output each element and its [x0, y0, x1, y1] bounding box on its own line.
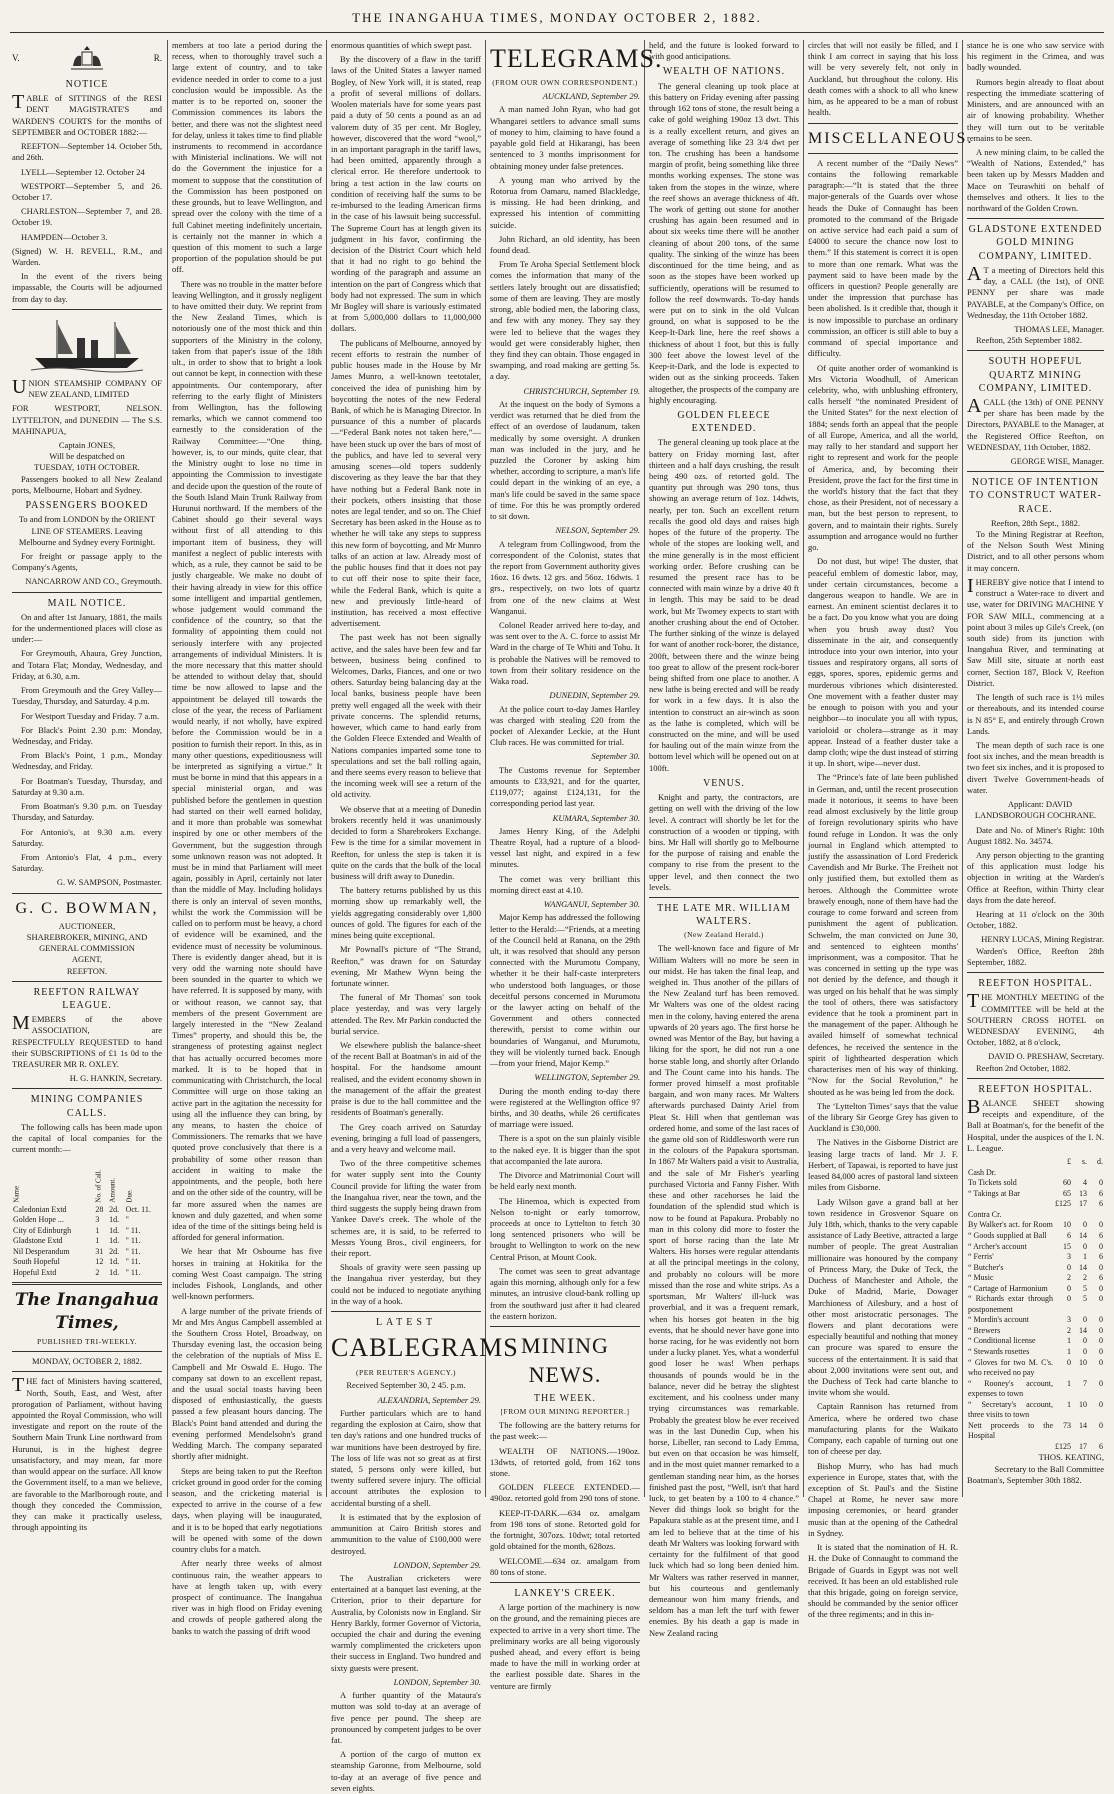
dateline: LONDON, September 29. — [393, 1559, 481, 1570]
column-2 — [172, 40, 322, 1636]
railway-league-signature: H. G. HANKIN, Secretary. — [69, 1073, 162, 1084]
article-paragraph: A new mining claim, to be called the “Wealth of Nations, Extended,” has been taken up by Messrs Madden and Mace on Teurawhiti on behalf of themselves and others. It lies to the northward of the Golden Crown. — [967, 146, 1104, 214]
dateline: AUCKLAND, September 29. — [542, 91, 640, 102]
mining-calls-table — [12, 1159, 162, 1279]
lankeys-creek-heading: LANKEY'S CREEK. — [514, 1587, 616, 1599]
telegrams-heading: TELEGRAMS. — [490, 44, 663, 73]
mining-news-heading: MINING NEWS. — [521, 1332, 609, 1387]
divider — [649, 897, 799, 898]
dateline: NELSON, September 29. — [555, 525, 640, 536]
sittings-list — [12, 141, 162, 243]
divider — [12, 309, 162, 310]
balance-sheet-title: Secretary to the Ball Committee — [994, 1463, 1104, 1474]
cable-item: A further quantity of the Mataura's mutton was sold to-day at an average of five pence per pound. The sheep are pronounced by competent judges to be over fat. — [331, 1690, 481, 1746]
usc-captain: Captain JONES, — [58, 440, 116, 450]
editorial-text: THE fact of Ministers having scattered, North, South, East, and West, after prorogation of Parliament, without having appointed the Royal Commission, who will investigate and report on the route of the Southern Main Trunk Line northward from Hurunui, is in the highest degree unsatisfactory, and may mean, far more than would appear on the surface. All know the Government itself, to a man we believe, are favorable to the Marlborough route, and though they conceded the Commission, they can make it practically useless, through appointing its — [12, 1374, 162, 1533]
venus-heading: VENUS. — [703, 777, 745, 789]
cablegrams-received: Received September 30, 2 45. p.m. — [346, 1380, 466, 1391]
telegram-item: The comet was very brilliant this morning direct east at 4.10. — [490, 873, 640, 895]
column-rule — [962, 40, 963, 1497]
telegram-item: At the inquest on the body of Symons a verdict was returned that he died from the effect of an overdose of laudanum, taken medically by some oversight. A drunken man was included in the jury, and he puzzled the Coroner by asking him whether, according to scripture, a man's life could depart in the winking of an eye, a man's life could be saved in the same space of time. For this he was promptly ordered to sit down. — [490, 398, 640, 522]
steamship-icon — [27, 314, 147, 374]
telegram-item: The Hinemoa, which is expected from Nelson to-night or early tomorrow, proceeds at once to Lyttelton to fetch 30 long sentenced prisoners who will be brought to Wellington to work on the new Central Prison, at Mount Cook. — [490, 1195, 640, 1262]
bowman-line: REEFTON. — [66, 965, 108, 976]
divider — [808, 153, 958, 154]
mail-line: From Boatman's 9.30 p.m. on Tuesday Thursday, and Saturday. — [12, 801, 162, 823]
mail-line: On and after 1st January, 1881, the mails for the undermentioned places will close as under:— — [12, 611, 162, 645]
column-5 — [649, 40, 800, 1638]
divider — [808, 123, 958, 124]
table-header: Due. — [124, 1189, 133, 1203]
article-paragraph: Rumors begin already to float about respecting the immediate scattering of Ministers, and are announced with an air of knowing probability. Whether they will turn out to be veritable remains to be seen. — [967, 76, 1104, 143]
mail-line: From Antonio's Flat, 4 p.m., every Saturday. — [12, 851, 162, 874]
south-hopeful-signature: GEORGE WISE, Manager. — [1010, 456, 1104, 467]
article-paragraph: A recent number of the “Daily News” contains the following remarkable paragraph:—“It is stated that the three major-generals of the Guards over whose heads the Duke of Connaught has been promoted to the command of the Brigade on active service had each paid a sum of £4000 to secure the chance now lost to them.” If this statement is correct it is open to more than one remark. What was the payment said to have been made by the officers in question? People generally are under the impression that purchase has been abolished. Is it credible that, though it is now impossible to purchase an ordinary commission, an officer is still able to buy a command of special importance and difficulty. — [808, 157, 958, 359]
paper-subtitle: PUBLISHED TRI-WEEKLY. — [37, 1337, 137, 1347]
masthead: THE INANGAHUA TIMES, MONDAY OCTOBER 2, 1882. — [352, 10, 762, 25]
water-race-text: IHEREBY give notice that I intend to construct a Water-race to divert and use, water for DRIVING MACHINE Y FOR SAW MILL, commencing at a point about 3 miles up Gile's Creek, (on south side) from its junction with Inangahua River, and terminating at Saw Mill site, situate at north east corner, Section 187, Block V, Reefton District. — [967, 574, 1104, 688]
table-row: Golden Hope ... 3 1d. " — [13, 1215, 129, 1225]
railway-league-body: MEMBERS of the above ASSOCIATION, are RESPECTFULLY REQUESTED to hand their SUBSCRIPTIONS of £1 1s 0d to the TREASURER MR R. OXLEY. — [12, 1012, 162, 1070]
mining-calls-intro: The following calls has been made upon the capital of local companies for the current month:— — [12, 1121, 162, 1155]
walters-heading: THE LATE MR. WILLIAM WALTERS. — [657, 903, 791, 928]
divider — [967, 471, 1104, 472]
table-row: City of Edinburgh 1 1d. " 11. — [13, 1225, 141, 1235]
table-row: Cash Dr. — [968, 1167, 996, 1177]
telegram-item: Major Kemp has addressed the following letter to the Herald:—“Friends, at a meeting of the Council held at Ranana, on the 29th ult, it was resolved that should any person connected with the Murumotu Company, whether it be their half-caste interpreters who understood both languages, or those deceitful persons concerned in Murumotu or the lawyer acting on behalf of the Government and others connected therewith, persist to come within our boundaries of Wanganui, and Murumotu, they will be violently turned back. Enough—from your friend, Major Kemp.” — [490, 912, 640, 1069]
mail-line: For Boatman's Tuesday, Thursday, and Saturday at 9.30 a.m. — [12, 775, 162, 797]
article-paragraph: The Grey coach arrived on Saturday evening, bringing a full load of passengers, and a very heavy and welcome mail. — [331, 1121, 481, 1154]
table-row: “ Brewers 2 14 0 — [968, 1325, 1103, 1335]
wealth-of-nations-heading: WEALTH OF NATIONS. — [662, 66, 786, 78]
venus-text: Knight and party, the contractors, are getting on well with the driving of the low level. A contract will shortly be let for the construction of a wooden or tipping, with bins. Mr Hall will shortly go to Melbourne for the purpose of raising and enable the company to rise from the present to the upper level, and then connect the two levels. — [649, 792, 799, 892]
usc-title: UNION STEAMSHIP COMPANY OF NEW ZEALAND, LIMITED — [12, 375, 162, 400]
article-paragraph: We hear that Mr Osbourne has five horses in training at Hokitika for the coming West Coast campaign. The string includes Fishook, Longlands, and other well-known performers. — [172, 1246, 322, 1302]
column-4 — [490, 40, 663, 1691]
usc-passengers: Passengers booked to all New Zealand ports, Melbourne, Hobart and Sydney. — [12, 473, 162, 495]
dateline: DUNEDIN, September 29. — [549, 690, 640, 701]
notice-body: TABLE of SITTINGS of the RESI DENT MAGISTRATE'S and WARDEN'S COURTS for the months of SEPTEMBER and OCTOBER 1882:— — [12, 91, 162, 137]
divider — [12, 893, 162, 894]
south-hopeful-text: ACALL (the 13th) of ONE PENNY per share has been made by the Directors, PAYABLE to the Manager, at the Registered Office Reefton, on WEDNESDAY, 11th October, 1882. — [967, 394, 1104, 452]
table-row: Gladstone Extd 1 1d. " 11. — [13, 1236, 141, 1246]
column-rule — [644, 40, 645, 1497]
cablegrams-latest: LATEST — [375, 1317, 437, 1329]
mining-news-subtitle: [FROM OUR MINING REPORTER.] — [500, 1407, 630, 1417]
article-paragraph: held, and the future is looked forward to with good anticipations. — [649, 40, 799, 62]
sitting-item: LYELL—September 12. October 24 — [21, 166, 145, 177]
table-row: Contra Cr. — [968, 1209, 1002, 1219]
table-row: “ Takings at Bar 65 13 6 — [968, 1188, 1103, 1198]
passengers-booked-body: To and from LONDON by the ORIENT LINE OF STEAMERS. Leaving Melbourne and Sydney every Fortnight. — [18, 514, 156, 547]
lankeys-creek-text: A large portion of the machinery is now on the ground, and the remaining pieces are expected to arrive in a very short time. The preliminary works are all being vigorously pushed ahead, and every effort is being made to have the mill in working order at the earliest possible date. Shares in the venture are firmly — [490, 1602, 640, 1691]
article-paragraph: Lady Wilson gave a grand ball at her town residence in Grosvenor Square on July 18th, which, thanks to the very capable assistance of Lady Beetive, attracted a large number of people. The great Australian millionaire was honoured by the company of Princess Mary, the Duke of Teck, the Duchess of Manchester and Athole, the Duke of Madrid, Marie, Dowager Marchioness of Ailesbury, and a host of other most aristocratic personages. The flowers and plant decorations were especially beautiful and nothing that money can procure was spared to ensure the success of the entertainment. It is said that about 2,000 invitations were sent out, and the Duchess of Teck had carte blanche to invite whom she would. — [808, 1196, 958, 1398]
paper-nameplate: The Inangahua Times, — [14, 1290, 160, 1333]
dateline: LONDON, September 30. — [393, 1676, 481, 1687]
usc-date: TUESDAY, 10TH OCTOBER. — [34, 462, 140, 473]
balance-sheet-table — [967, 1157, 1104, 1452]
article-paragraph: It is stated that the nomination of H. R. H. the Duke of Connaught to command the Brigade of Guards in Egypt was not well received. It has been an old established rule that this brigade, going on foreign service, should be commanded by the senior officer of the three regiments; and in this in- — [808, 1542, 958, 1620]
table-row: “ Gloves for two M. C's. who received no pay 0 10 0 — [968, 1357, 1103, 1378]
table-row: South Hopeful 12 1d. " 11. — [13, 1257, 141, 1267]
divider — [490, 1326, 640, 1327]
article-paragraph: The publicans of Melbourne, annoyed by recent efforts to restrain the number of public houses made in the House by Mr James Munro, a well-known teetotaler, conceived the idea of punishing him by boycotting the notes of the new Federal Bank, of which he is Managing Director. In pursuance of this a number of placards—“Federal Bank notes not taken here,”—have been stuck up over the bars of most of the publics, and have led to several very amusing scenes—old topers suddenly discovering as they leave the bar that they have nothing but a Federal Bank note in their pockets, others insisting that those notes are legal tender, and so on. The Chief Secretary has been asked in the House as to whether he will take any steps to suppress this new form of boycotting, and Mr Munro talks of an action at law. Already most of the public houses find that it does not pay to cut off their nose to spite their face, while the Federal Bank, which is quite a new and previously little-heard of institution, has received a most effective advertisement. — [331, 337, 481, 629]
table-header: No. of Call. — [94, 1169, 103, 1203]
telegram-item: A man named John Ryan, who had got Whangarei settlers to advance small sums of money to him, claiming to have found a payable gold field at Hikarangi, has been sentenced to 3 months imprisonment for obtaining money under false pretences. — [490, 104, 640, 171]
article-paragraph: After nearly three weeks of almost continuous rain, the weather appears to have at length taken up, with every prospect of continuance. The Inangahua river was in high flood on Friday evening and crowds of people gathered along the banks to watch the passing of drift wood — [172, 1558, 322, 1636]
article-paragraph: Steps are being taken to put the Reefton cricket ground in good order for the coming season, and the cricketing material is expected to arrive in the course of a few days, when playing will be inaugurated, and it is to be hoped that early negotiations will be opened with some of the down country clubs for a match. — [172, 1465, 322, 1555]
cable-item: It is estimated that by the explosion of ammunition at Cairo British stores and ammunition to the value of £100,000 were destroyed. — [331, 1511, 481, 1556]
bowman-line: AUCTIONEER, — [58, 920, 116, 931]
telegram-item: At the police court to-day James Hartley was charged with stealing £20 from the pocket of Alexander Leckie, at the Hunt Club races. He was committed for trial. — [490, 703, 640, 748]
article-paragraph: Of quite another order of womankind is Mrs Victoria Woodhull, of American celebrity, who, with unblushing effrontery, calls herself “the nominated President of the United States” for the next election of 1884; sends forth an appeal that the people of all Europe, America, and all the world, may rally to her standard and support her right to represent and work for the people of America, and, by becoming their President, prove the fact for the first time in the world's history that the fact that they chose, as their President, not of necessary a man, but the best person to represent, to govern, and to maintain their rights. Surely assumption and arrogance would no further go. — [808, 362, 958, 553]
gladstone-date: Reefton, 25th September 1882. — [976, 335, 1082, 346]
article-paragraph: The Natives in the Gisborne District are leasing large tracts of land. Mr J. F. Herbert, of Tapawai, is reported to have just leased 84,000 acres of pastoral land sixteen miles from Gisborne. — [808, 1137, 958, 1193]
royal-crest — [12, 44, 162, 74]
telegram-item: During the month ending to-day there were registered at the Wellington office 97 births, and 30 deaths, while 26 certificates of marriage were issued. — [490, 1085, 640, 1130]
cablegrams-subtitle: (PER REUTER'S AGENCY.) — [356, 1367, 456, 1377]
water-race-date: Reefton, 28th Sept., 1882. — [990, 517, 1080, 528]
article-paragraph: The past week has not been signally active, and the sales have been few and far between, business being confined to Welcomes, Darks, Fiances, and one or two others. Saturday being balancing day at the local banks, business people have been pretty well engaged all the week with their private concerns. The splendid returns, however, which came to hand early from the Golden Fleece Extended and Wealth of Nations companies imparted some tone to speculations and set the ball rolling again, and there seems every reason to believe that the incoming week will see a return of the old activity. — [331, 632, 481, 800]
freight-note: For freight or passage apply to the Company's Agents, — [12, 550, 162, 573]
water-race-office: Warden's Office, Reefton 28th September, 1882. — [967, 945, 1104, 967]
hospital-heading: REEFTON HOSPITAL. — [978, 978, 1093, 990]
article-paragraph: Captain Rannison has returned from America, where he ordered two chase manufacturing plants for the Waikato Company, each capable of turning out one ton of cheese per day. — [808, 1401, 958, 1457]
bowman-line: AGENT, — [71, 954, 103, 965]
telegram-item: A telegram from Collingwood, from the correspondent of the Colonist, states that the report from Government authority gives 16oz. 16 dwts. 12 grs. and 56oz. 16dwts. 1 grs., respectively, on two lots of quartz from one of the new claims at West Wanganui. — [490, 538, 640, 616]
hospital-date: Reefton 2nd October, 1882. — [976, 1062, 1071, 1073]
telegram-item: The Customs revenue for September amounts to £33,921, and for the quarter, £119,077; against £124,131, for the corresponding period last year. — [490, 764, 640, 809]
article-paragraph: Do not dust, but wipe! The duster, that peaceful emblem of domestic labor, may, under certain circumstances, become a dangerous weapon to handle. We are in earnest. An eminent scientist declares it to be a fact. Do you know what you are doing when you brush away dust? You disseminate in the air, and consequently introduce into your own interior, into your tissues and respiratory organs, all sorts of eggs, spores, spores, epidemic germs and murderous vibriones which disinterested. One movement with a feather duster may be enough to poison with you and your neighbor—to inoculate you all with typus, varioloid or cholera—strange as it may appear. Instead of a feather duster take a damp cloth; wipe the dust instead of stirring it up. In short, wipe—never dust. — [808, 556, 958, 769]
water-race-hearing: Hearing at 11 o'clock on the 30th October, 1882. — [967, 909, 1104, 931]
mail-line: For Black's Point 2.30 p.m: Monday, Wednesday, and Friday. — [12, 724, 162, 746]
divider — [12, 1351, 162, 1352]
table-row: “ Ferris' 3 1 6 — [968, 1252, 1103, 1262]
paper-date: MONDAY, OCTOBER 2, 1882. — [32, 1356, 142, 1367]
mail-line: For Westport Tuesday and Friday. 7 a.m. — [21, 710, 160, 721]
water-race-miners-right: Date and No. of Miner's Right: 10th August 1882. No. 34574. — [967, 824, 1104, 846]
table-row: “ Goods supplied at Ball 6 14 6 — [968, 1230, 1103, 1240]
south-hopeful-heading: SOUTH HOPEFUL QUARTZ MINING COMPANY, LIMITED. — [978, 356, 1093, 394]
mail-line: From Greymouth and the Grey Valley—Tuesday, Thursday, and Saturday. 4 p.m. — [12, 685, 162, 707]
divider — [967, 972, 1104, 973]
column-7 — [967, 40, 1104, 1497]
table-row: To Tickets sold 60 4 0 — [968, 1178, 1103, 1188]
table-row: “ Secretary's account, three visits to town 1 10 0 — [968, 1399, 1103, 1420]
column-rule — [803, 40, 804, 1497]
water-race-addressee: To the Mining Registrar at Reefton, of the Nelson South West Mining District, and to all other persons whom it may concern. — [967, 529, 1104, 573]
agents-name: NANCARROW AND CO., Greymouth. — [25, 576, 162, 587]
article-paragraph: Shoals of gravity were seen passing up the Inangahua river yesterday, but they could not be induced to negotiate anything in the way of a hook. — [331, 1262, 481, 1306]
article-paragraph: We elsewhere publish the balance-sheet of the recent Ball at Boatman's in aid of the hospital. For the handsome amount realised, and the evident economy shown in the management of the affair the greatest praise is due to the hall committee and the residents of Boatman's generally. — [331, 1040, 481, 1118]
water-race-objection: Any person objecting to the granting of this application must lodge his objection in writing at the Warden's Office at Reefton, within Thirty clear days from the date hereof. — [967, 849, 1104, 905]
dateline: September 30. — [591, 751, 640, 762]
table-row: “ Conditional license 1 0 0 — [968, 1336, 1103, 1346]
balance-sheet-date: Boatman's, September 30th 1882. — [967, 1474, 1082, 1485]
notice-signature: (Signed) W. H. REVELL, R.M., and Warden. — [12, 245, 162, 268]
railway-league-heading: REEFTON RAILWAY LEAGUE. — [33, 986, 141, 1011]
divider — [12, 592, 162, 593]
table-row: “ Music 2 2 6 — [968, 1273, 1103, 1283]
hospital-balance-heading: REEFTON HOSPITAL. — [978, 1083, 1093, 1095]
mining-news-week: THE WEEK. — [533, 1393, 597, 1405]
hospital-balance-text: BALANCE SHEET showing receipts and expenditure, of the Ball at Boatman's, for the benefit of the Hospital, under the auspices of the I. N. L. League. — [967, 1096, 1104, 1153]
mail-notice-heading: MAIL NOTICE. — [47, 597, 127, 609]
divider — [12, 1088, 162, 1089]
battery-return: WEALTH OF NATIONS.—190oz. 13dwts, of retorted gold, from 162 tons stone. — [490, 1445, 640, 1478]
table-row: “ Rooney's account, expenses to town 1 7 0 — [968, 1378, 1103, 1399]
gladstone-signature: THOMAS LEE, Manager. — [1014, 323, 1104, 334]
column-3 — [331, 40, 519, 1793]
sitting-item: WESTPORT—September 5, and 26. October 17. — [12, 180, 162, 202]
table-row: £ s. d. — [1067, 1157, 1103, 1167]
table-row: “ Stewards rosettes 1 0 0 — [968, 1346, 1103, 1356]
golden-fleece-text: The general cleaning up took place at the battery on Friday morning last, after thirteen and a half days crushing, the result being 490 ozs. of retorted gold. The quantity put through was 290 tons, thus showing an average return of 1oz. 14dwts, nearly, per ton. Such an excellent return recalls the good old days and raises high hopes of the future of the property. The whole of the stopes are looking well, and the mine generally is in the most efficient working order. Before crushing can be resumed the present race has to be connected with main winze by a drive 40 ft in length. This may be said to be dead work, but Mr Twomey expects to start with another crushing about the end of October. The further sinking of the winze is delayed for want of another rock-borer, the distance, 200ft, between there and the winze being too great to allow of the present rock-borer being shifted from one place to another. A new lathe is being erected and will be ready for work in a few days. It is also the intention to construct an air-winch as soon as the lathe is completed, which will be constructed on the mine, and will be used for hauling out of the main winze from the bottom level which will be opened out on at 100ft. — [649, 437, 799, 773]
article-paragraph: Two of the three competitive schemes for water supply sent into the County Council provide for lifting the water from the Inangahua river, near the town, and the third suggests the supply being drawn from Yankee Dave's creek. The whole of the schemes are, it is said, to be referred to Messrs Young Bros., civil engineers, for their report. — [331, 1158, 481, 1258]
table-row: “ Richards extar through postponement 0 5 0 — [968, 1294, 1103, 1314]
telegram-item: Colonel Reader arrived here to-day, and was sent over to the A. C. force to assist Mr Ward in the charge of Te Whiti and Tohu. It is probable the Natives will be removed to town from their solitary residence on the Waka road. — [490, 620, 640, 687]
table-total-row: £125 17 6 — [1055, 1199, 1103, 1209]
water-race-applicant: Applicant: DAVID LANDSBOROUGH COCHRANE. — [974, 799, 1097, 821]
mail-line: For Greymouth, Ahaura, Grey Junction, and Totara Flat; Monday, Wednesday, and Friday, at 6.30, a.m. — [12, 648, 162, 681]
notice-heading: NOTICE — [65, 79, 109, 90]
mining-calls-heading: MINING COMPANIES CALLS. — [30, 1094, 144, 1119]
golden-fleece-heading: GOLDEN FLEECE EXTENDED. — [677, 409, 771, 435]
dateline: CHRISTCHURCH, September 19. — [523, 385, 640, 396]
column-rule — [167, 40, 168, 1497]
water-race-text: The mean depth of such race is one foot six inches, and the mean breadth is two feet six inches, and it is proposed to divert Twelve Government-heads of water. — [967, 739, 1104, 795]
dateline: ALEXANDRIA, September 29. — [377, 1394, 481, 1405]
article-paragraph: There was no trouble in the matter before leaving Wellington, and it grossly negligent to have omitted their duty. We reprint from the New Zealand Times, which is notoriously one of the most thick and thin supporters of the Ministry in the colony, taken from that paper's issue of the 18th ult., in order to show that to bright a look out cannot be kept, in connection with these appointments. Our contemporary, after referring to the early flight of Ministers from Wellington, has the following remarks, which we cannot commend too earnestly to the consideration of the Railway Committee:—“One thing, however, is, to our minds, quite clear, that the Ministry ought to lose no time in appointing the Commission to investigate and decide upon the question of the route of the South Island Main Trunk Railway from Hurunui northward. If the members of the Cabinet should go their several ways without first of all attending to this important item of business, they will manifest a neglect of public interests with which, as a rule, they cannot be said to be justly chargeable. We make no doubt of their having already in view for this office some intelligent and impartial gentlemen, whose judgement would command the confidence of the country, so that the formality of appointing them could not seriously interfere with any projected arrangements of individual Ministers. It is the more necessary that this matter should be attended to without delay that, should time be now allowed to lapse and the appointment be delayed till towards the close of the year, the recess of Parliament would nearly, if not wholly, have expired before the Commission would be in a position to furnish their report. In this, as in many other questions, expeditiousness will be interpreted as signifying a virtue.” It must be borne in mind that this appears in a special ministerial organ, and was published before the gentlemen in question had started on their well earned holiday, and it more than probable was somewhat inspired by one or other members of the Government, but the suggestion through some unknown reason was not adopted. It must be in mind that Parliament will meet again, possibly in April, certainly not later than the middle of May. Including holidays there is only an interval of seven months, whilst the work the Commission will be called on to perform must be heavy, a chord of evidence will be examined, and the evidence must of necessity be voluminous. There is evidently danger ahead, but it is very odd the warning note should have been sounded in the quarter to which we have referred. It is supposed by many, with or without reason, we cannot say, that members of the present Government are largely interested in the “New Zealand Times” property, and should this be, the strangeness of protesting against neglect that has actually occurred becomes more marked. It is to be hoped that in communicating with Christchurch, the local Committee will urge on those taking an active part in the agitation the necessity for using all the influence they can bring, by any means, to hasten the choice of Commissioners. The remarks that we have quoted prove conclusively that there is a probability of some other reason than accident in waiting to make the appointments, and the people, both here and on the other side of the country, will be far more assured when the names are known and duly gazetted, and when some idea of the time of the sittings being held is afforded for general information. — [172, 278, 322, 1243]
telegram-item: James Henry King, of the Adelphi Theatre Royal, had a rupture of a blood-vessel last night, and expired in a few minutes. — [490, 825, 640, 870]
article-paragraph: The funeral of Mr Thomas' son took place yesterday, and was very largely attended. The Rev. Mr Parkin conducted the burial service. — [331, 992, 481, 1036]
postmaster-signature: G. W. SAMPSON, Postmaster. — [56, 877, 162, 888]
article-paragraph: enormous quantities of which swept past. — [331, 40, 472, 50]
table-row: “ Mordin's account 3 0 0 — [968, 1315, 1103, 1325]
crest-letter-right: R. — [153, 53, 162, 64]
table-header: Name — [12, 1186, 21, 1203]
battery-return: WELCOME.—634 oz. amalgam from 80 tons of stone. — [490, 1555, 640, 1577]
divider — [12, 1371, 162, 1372]
mail-schedule — [12, 612, 162, 875]
column-rule — [485, 40, 486, 1497]
article-paragraph: stance he is one who saw service with his regiment in the Crimea, and was badly wounded. — [967, 40, 1104, 73]
article-paragraph: The battery returns published by us this morning show up remarkably well, the yields aggregating considerably over 1,800 ounces of gold. The figures for each of the mines being quite exceptional. — [331, 885, 481, 941]
article-paragraph: By the discovery of a flaw in the tariff laws of the United States a lawyer named Bogley, of New York will, it is stated, reap a profit of several millions of dollars. Woolen materials have for some years past paid a duty of 50 cents a pound as an ad valorem duty of 35 per cent. Mr Bogley, however, discovered that the word “wool,” in an important paragraph in the tariff laws, had been omitted, apparently through a clerical error. He therefore undertook to bring a test action in the law courts on condition of receiving half the sums to be re-imbursed to the leading American firms in the case of his lawsuit being successful. The Supreme Court has at length given its judgment in his favor, confirming the decision of the District Court which held that it had no right to go behind the wording of the paragraph and assume an intention on the part of Congress which that body had not expressed. The sum in which Mr Bogley will share is variously estimated at from 5,000,000 dollars to 11,000,000 dollars. — [331, 54, 481, 334]
article-paragraph: members at too late a period during the recess, when to thoroughly travel such a large extent of country, and to take evidence needed in order to come to a just conclusion would be impossible. As the matter is to be reported on, sooner the Commission commences its labors the better, and there was not the slightest need for delay, unless it takes time to find pliable instruments to recommend in accordance with Ministerial inclinations. We will not do the Government the injustice for a moment to suppose that the constitution of the Commission has been postponed on these grounds, but to leave Wellington, and spread over the colony with the time of a full Cabinet meeting indefinitely uncertain, is certainly not the manner in which a question of this moment to such a large proportion of the population should be put off. — [172, 40, 322, 275]
table-total-row: £125 17 6 — [1055, 1441, 1103, 1451]
table-row: Nil Desperandum 31 2d. " 11. — [13, 1246, 141, 1256]
table-row: Hopeful Extd 2 1d. " 11. — [13, 1267, 141, 1277]
divider — [12, 1282, 162, 1285]
telegram-item: The Divorce and Matrimonial Court will be held early next month. — [490, 1170, 640, 1192]
table-row: By Walker's act. for Room 10 0 0 — [968, 1220, 1103, 1230]
article-paragraph: We observe that at a meeting of Dunedin brokers recently held it was unanimously decided to form a Sharebrokers Exchange. Few is the time for a similar movement in Reefton, for unless the step is taken it is quite on the cards that the bulk of the local business will drift away to Dunedin. — [331, 803, 481, 881]
table-row: Nett proceeds to the Hospital 73 14 0 — [968, 1420, 1103, 1441]
table-row: “ Archer's account 15 0 0 — [968, 1241, 1103, 1251]
water-race-text: The length of such race is 1½ miles or thereabouts, and its intended course is N 85° E, and entirely through Crown Lands. — [967, 692, 1104, 736]
dateline: WELLINGTON, September 29. — [534, 1072, 640, 1083]
cablegrams-heading: CABLEGRAMS — [331, 1333, 519, 1363]
article-paragraph: The “Prince's fate of late been published in German, and, until the recent prosecution made it notorious, it seems to have been read almost exclusively by the little group of foreign revolutionary spirits who have found refuge in London. It was the only journal in England which attempted to justify the assassination of Lord Frederick Cavendish and Mr Burke. The Freiheit not only justified them, but extolled them as heroes. Although the Committee wrote brawely enough, none of them have had the courage to come forward and screen from punishment the agent of publication. Schwelm, the man convicted on June 30, and sentenced to eighteen months' imprisonment, was a compositor. That he was concerned in setting up the type was not denied by the defence, and though it was urged on his behalf that he was simply the tool of others, there was satisfactory evidence that he took a prominent part in the management of the paper. Although he availed himself of somewhat technical defences, he received the sentence in the spirit of lighthearted desperation which characterises men of his way of thinking. “Now for the Social Revolution,” he shouted as he was being led from the dock. — [808, 772, 958, 1097]
telegram-item: From Te Aroha Special Settlement block comes the information that many of the settlers lately brought out are dissatisfied; some of them are leaving. They are mostly strong, able bodied men, the laboring class, and few with any money. They say they were led to believe that the wages they would get were considerably higher, then they find they can obtain. Those engaged in swamping, and road making are getting 5s. a day. — [490, 259, 640, 382]
usc-despatch: Will be despatched on — [49, 451, 125, 462]
divider — [12, 981, 162, 982]
telegram-item: There is a spot on the sun plainly visible to the naked eye. It is bigger than the spot that accompanied the late aurora. — [490, 1133, 640, 1166]
telegram-item: John Richard, an old identity, has been found dead. — [490, 233, 640, 256]
battery-return: GOLDEN FLEECE EXTENDED.—490oz. retorted gold from 290 tons of stone. — [490, 1482, 640, 1504]
usc-route: FOR WESTPORT, NELSON. LYTTELTON, and DUNEDIN — The S.S. MAHINAPUA, — [12, 403, 162, 436]
sitting-item: REEFTON—September 14. October 5th, and 26th. — [12, 141, 162, 163]
telegram-item: A young man who arrived by the Rotorua from Oamaru, named Blackledge, is missing. He had been drinking, and expressed his intention of committing suicide. — [490, 174, 640, 230]
rivers-note: In the event of the rivers being impassable, the Courts will be adjourned from day to day. — [12, 271, 162, 304]
gladstone-text: AT a meeting of Directors held this day, a CALL (the 1st), of ONE PENNY per share was made PAYABLE, at the Company's Office, on Wednesday, the 11th October 1882. — [967, 262, 1104, 320]
bowman-line: SHAREBROKER, MINING, AND — [26, 931, 148, 942]
masthead-rule — [10, 32, 1104, 33]
article-paragraph: circles that will not easily be filled, and I think I am correct in saying that his loss will be very severely felt, not only in Auckland, but throughout the colony. His death comes with a shock to all who knew him, as he appeared to be a man of robust health. — [808, 40, 958, 118]
column-6 — [808, 40, 974, 1620]
cable-item: The Australian cricketers were entertained at a banquet last evening, at the Criterion, prior to their departure for Australia, by Colonists now in England. Sir Henry Barkly, former Governor of Victoria, occupied the chair and during the evening warmly complimented the cricketers upon their success in England. Two hundred and sixty guests were present. — [331, 1572, 481, 1673]
hospital-text: THE MONTHLY MEETING of the COMMITTEE will be held at the SOUTHERN CROSS HOTEL on WEDNESDAY EVENING, 4th October, 1882, at 8 o'clock, — [967, 990, 1104, 1048]
mining-news-intro: The following are the battery returns for the past week:— — [490, 1420, 640, 1442]
walters-subtitle: (New Zealand Herald.) — [684, 930, 764, 940]
water-race-heading: NOTICE OF INTENTION TO CONSTRUCT WATER-RACE. — [969, 477, 1102, 515]
sitting-item: CHARLESTON—September 7, and 28. October 19. — [12, 206, 162, 228]
water-race-signature: HENRY LUCAS, Mining Registrar. — [981, 934, 1104, 945]
balance-sheet-signature: THOS. KEATING, — [1038, 1452, 1104, 1463]
column-1 — [12, 40, 162, 1533]
telegram-item: The comet was seen to great advantage again this morning, although only for a few minutes, an intrusive cloud-bank rolling up from the southward just after it had cleared the eastern horizon. — [490, 1265, 640, 1321]
wealth-of-nations-text: The general cleaning up took place at this battery on Friday evening after passing through 162 tons of stone, the result being a cake of gold weighing 190oz 13 dwt. This is a really excellent return, and gives an average of something like 23 3/4 dwt per ton. The crushing has been a handsome margin of profit, being something like three months working expenses. The stone was taken from the stopes in the winze, where the reef shows an average thickness of 4ft. The work of getting out stone for another crushing has again been resumed and in about six weeks time there will be another cleaning of about 200 tons, of the same quality. The sinking of the winze has been discontinued for the time being, and as soon as the stopes have been worked up sufficiently, operations will be resumed to follow the reef downwards. To-day hands were put on to sink in the old Vulcan ground, on what is supposed to be the Keep-It-Dark line, here the reef shows a thickness of about 1 foot, but this is fully 300 feet above the lowest level of the Keep-it-Dark, and the lode is expected to widen out as the sinking proceeds. Taken altogether, the prospects of the company are highly encouraging. — [649, 80, 800, 405]
telegrams-subtitle: (FROM OUR OWN CORRESPONDENT.) — [492, 78, 638, 88]
table-row: “ Cartage of Harmonium 0 5 0 — [968, 1283, 1103, 1293]
hospital-signature: DAVID O. PRESHAW, Secretary. — [988, 1051, 1104, 1062]
sitting-item: HAMPDEN—October 3. — [21, 231, 108, 242]
column-rule — [326, 40, 327, 1497]
bowman-name: G. C. BOWMAN, — [15, 899, 159, 917]
divider — [331, 1311, 481, 1312]
cable-item: A portion of the cargo of mutton ex steamship Garonne, from Melbourne, sold to-day at an average of five pence and seven eights. — [331, 1749, 481, 1793]
table-header: Amount. — [108, 1178, 117, 1203]
article-paragraph: Bishop Murry, who has had much experience in Europe, states that, with the exception of St. Paul's and the Sistine Chapel at Rome, he never saw more imposing ceremonies, or heard grander music than at the opening of the Cathedral in Sydney. — [808, 1460, 958, 1538]
walters-text: The well-known face and figure of Mr William Walters will no more be seen in our midst. He has taken the final leap, and weighed in. Thus another of the pillars of the New Zealand turf has been removed. Mr Walters was one of the oldest racing men in the colony, having entered the arena upwards of 20 years ago. The first horse he owned was Mentor of the Bay, but having a liking for the sport, he did not run a one horse stable long, and shortly after Orlando and The Count came into his hands. The former proved himself a most profitable bargain, and won many races. Mr Walters afterwards purchased Dainty Ariel from Pleat St. Hill when that gentleman was ordered home, and some of the last races of the game old son of Riddlesworth were run in the colours of the Papakura sportsman. In 1867 Mr Walters paid a visit to Australia, and the sale of Mr Fisher's yearling purchased Victoria and Fanny Fisher. With these and other racehorses he laid the foundation of the splendid stud which is now to be found at Papakura. Probably no man in this colony did more to foster the sport of horse racing than the late Mr Walters. His horses were regular attendants at all the principal meetings in the colony, and probably no colours will be more missed than the rose and white strips. As a sportsman, Mr Walters' ill-luck was proverbial, and it was a frequent remark, when his horses got beaten in the big events, that he should never have gone into horse racing, for he was evidently not born under a lucky planet. Yes, what a wonderful good loser he was! When perhaps thousands of pounds would be in the balance, never did he betray the slightest excitement, and his coolness under many trying circumstances was remarkable. Probably the greatest blow he ever received was in the last Dunedin Cup, when his horse, Libeller, ran second to Lady Emma, but even on that occasion he was himself, and in the most quiet manner remarked to a gentleman standing near him, as the horses finished past the post, “Well, isn't that hard luck, to get beaten by a 100 to 4 chance.” Never did things look so bright for the Papakura stable as at the present time, and I am led to believe that at the time of his death Mr Walters was looking forward with certainty for the fulfilment of that good luck which had so long been denied him. Mr Walters was rather reserved in manner, but his courteous and gentlemanly demeanour won him many friends, and seldom has a man left the turf with fewer enemies. By his death a gap is made in New Zealand racing — [649, 943, 799, 1638]
mail-line: For Antonio's, at 9.30 a.m. every Saturday. — [12, 826, 162, 848]
gladstone-heading: GLADSTONE EXTENDED GOLD MINING COMPANY, LIMITED. — [968, 224, 1103, 262]
cable-item: Further particulars which are to hand regarding the explosion at Cairo, show that ten day's rations and one hundred trucks of war munitions have been destroyed by fire. The loss of life was not so great as at first stated, 5 persons only were killed, but twenty suffered severe injury. The official account attributes the explosion to accidental bursting of a shell. — [331, 1407, 481, 1508]
passengers-booked-heading: PASSENGERS BOOKED — [25, 500, 149, 512]
table-row: Caledonian Extd 28 2d. Oct. 11. — [13, 1204, 151, 1214]
dateline: WANGANUI, September 30. — [543, 899, 640, 910]
coat-of-arms-icon — [67, 44, 107, 74]
mail-line: From Black's Point, 1 p.m., Monday Wednesday, and Friday. — [12, 750, 162, 772]
bowman-line: GENERAL COMMISSION — [39, 943, 135, 954]
miscellaneous-heading: MISCELLANEOUS. — [808, 129, 974, 147]
battery-return: KEEP-IT-DARK.—634 oz. amalgam from 198 tons of stone. Retorted gold for the fortnight, 307ozs. 10dwt; total retorted gold obtained for the month, 628ozs. — [490, 1507, 640, 1552]
dateline: KUMARA, September 30. — [552, 812, 640, 823]
crest-letter-left: V. — [12, 53, 20, 64]
divider — [490, 1582, 640, 1583]
divider — [967, 218, 1104, 219]
table-row: “ Butcher's 0 14 0 — [968, 1262, 1103, 1272]
article-paragraph: A large number of the private friends of Mr and Mrs Angus Campbell assembled at the Southern Cross Hotel, Broadway, on Thursday evening last, the occasion being the celebration of the nuptials of Miss E. Campbell and Mr Oswald E. Hugo. The company sat down to an excellent repast, and the usual social toasts having been disposed of enthusiastically, the guests passed a few pleasant hours dancing. The Black's Point band attended and during the evening performed Mendelsohn's grand Wedding March. The company separated shortly after midnight. — [172, 1305, 322, 1462]
article-paragraph: The ‘Lyttelton Times’ says that the value of the library Sir George Grey has given to Auckland is £30,000. — [808, 1100, 958, 1134]
divider — [967, 350, 1104, 351]
divider — [967, 1078, 1104, 1079]
article-paragraph: Mr Pownall's picture of “The Strand, Reefton,” was drawn for on Saturday evening, Mr Mathew Wynn being the fortunate winner. — [331, 944, 481, 988]
